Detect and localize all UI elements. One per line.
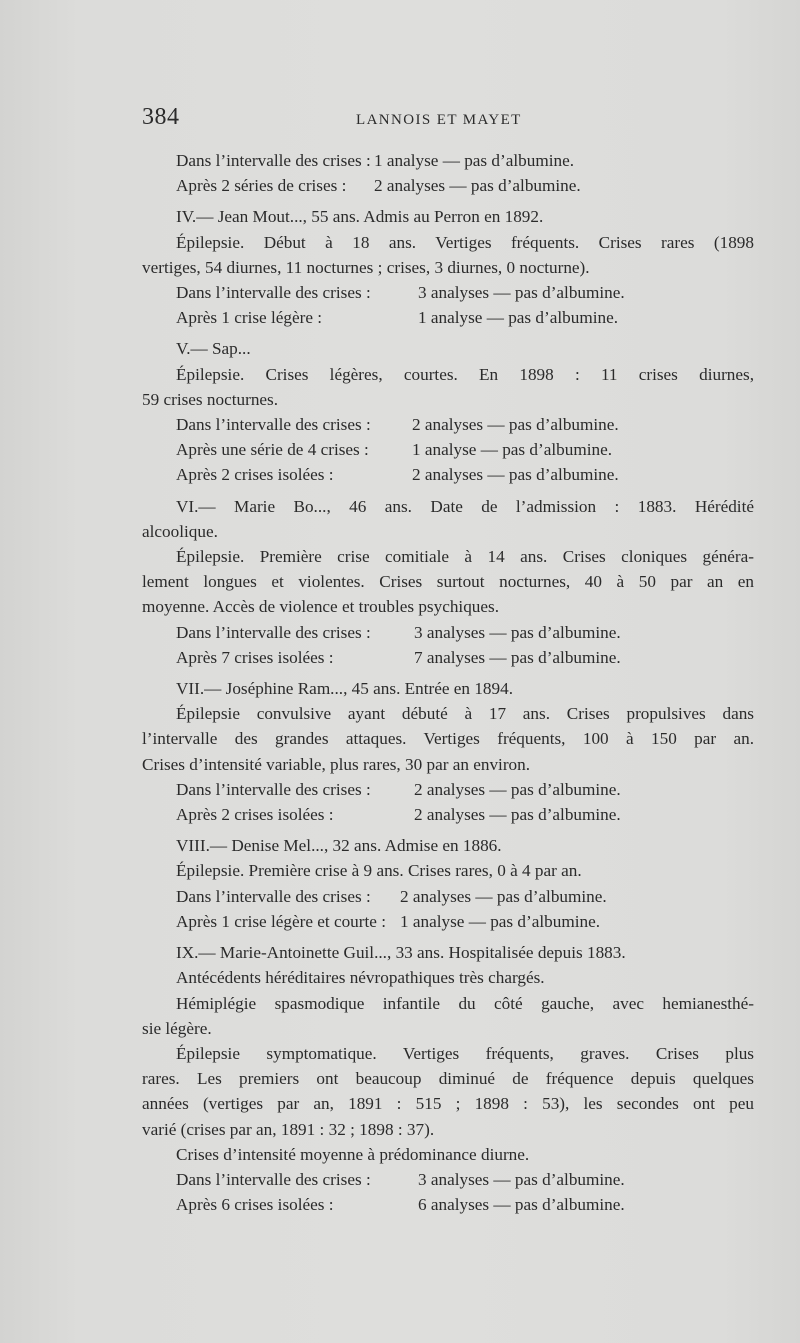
analysis-row: Dans l’intervalle des crises : 2 analyses — pas d’albumine.: [176, 886, 607, 906]
case-text: Épilepsie convulsive ayant débuté à 17 ans. Crises propulsives dans: [176, 704, 754, 724]
case-text: rares. Les premiers ont beaucoup diminué de fréquence depuis quelques: [142, 1069, 754, 1089]
case-title: VI.— Marie Bo..., 46 ans. Date de l’admission : 1883. Hérédité: [176, 496, 754, 516]
analysis-row: Dans l’intervalle des crises : 3 analyses — pas d’albumine.: [176, 1169, 625, 1189]
analysis-row: Après 7 crises isolées : 7 analyses — pas d’albumine.: [176, 647, 621, 667]
case-title: IV.— Jean Mout..., 55 ans. Admis au Perron en 1892.: [176, 207, 544, 227]
analysis-row: Dans l’intervalle des crises : 1 analyse — pas d’albumine.: [176, 151, 574, 170]
case-text: Épilepsie. Crises légères, courtes. En 1898 : 11 crises diurnes,: [176, 364, 754, 384]
case-title: IX.— Marie-Antoinette Guil..., 33 ans. Hospitalisée depuis 1883.: [176, 943, 626, 963]
case-title: VII.— Joséphine Ram..., 45 ans. Entrée en 1894.: [176, 679, 513, 699]
analysis-row: Après 2 crises isolées : 2 analyses — pas d’albumine.: [176, 465, 619, 485]
analysis-row: Après une série de 4 crises : 1 analyse — pas d’albumine.: [176, 440, 612, 460]
case-text: Épilepsie. Première crise comitiale à 14 ans. Crises cloniques généra-: [176, 547, 754, 567]
case-text: varié (crises par an, 1891 : 32 ; 1898 : 37).: [142, 1119, 435, 1139]
case-text: Épilepsie symptomatique. Vertiges fréquents, graves. Crises plus: [176, 1043, 754, 1063]
analysis-row: Dans l’intervalle des crises : 2 analyses — pas d’albumine.: [176, 415, 619, 435]
case-text: Épilepsie. Première crise à 9 ans. Crises rares, 0 à 4 par an.: [176, 861, 582, 881]
page-header: [0, 100, 800, 134]
analysis-row: Après 1 crise légère : 1 analyse — pas d’albumine.: [176, 308, 618, 328]
case-text: Crises d’intensité moyenne à prédominance diurne.: [176, 1144, 530, 1164]
case-text: 59 crises nocturnes.: [142, 389, 279, 409]
analysis-row: Après 1 crise légère et courte : 1 analyse — pas d’albumine.: [176, 911, 600, 931]
case-title: alcoolique.: [142, 521, 218, 541]
case-text: moyenne. Accès de violence et troubles psychiques.: [142, 597, 500, 617]
running-title: LANNOIS ET MAYET: [356, 112, 522, 128]
case-text: sie légère.: [142, 1018, 212, 1038]
analysis-row: Dans l’intervalle des crises : 3 analyses — pas d’albumine.: [176, 622, 621, 642]
analysis-row: Après 6 crises isolées : 6 analyses — pas d’albumine.: [176, 1195, 625, 1215]
case-text: Crises d’intensité variable, plus rares, 30 par an environ.: [142, 754, 531, 774]
case-text: l’intervalle des grandes attaques. Vertiges fréquents, 100 à 150 par an.: [142, 729, 754, 749]
case-text: années (vertiges par an, 1891 : 515 ; 1898 : 53), les secondes ont peu: [142, 1094, 754, 1114]
case-text: Épilepsie. Début à 18 ans. Vertiges fréquents. Crises rares (1898: [176, 232, 754, 252]
case-title: V.— Sap...: [176, 339, 251, 359]
page-number: 384: [142, 104, 180, 130]
analysis-row: Dans l’intervalle des crises : 3 analyses — pas d’albumine.: [176, 283, 625, 303]
case-text: vertiges, 54 diurnes, 11 nocturnes ; crises, 3 diurnes, 0 nocturne).: [142, 257, 590, 277]
analysis-row: Après 2 crises isolées : 2 analyses — pas d’albumine.: [176, 805, 621, 825]
page-body: [142, 148, 754, 1217]
case-text: Hémiplégie spasmodique infantile du côté gauche, avec hemianesthé-: [176, 993, 754, 1013]
case-text: lement longues et violentes. Crises surtout nocturnes, 40 à 50 par an en: [142, 572, 754, 592]
case-text: Antécédents héréditaires névropathiques très chargés.: [176, 968, 545, 988]
case-title: VIII.— Denise Mel..., 32 ans. Admise en 1886.: [176, 836, 502, 856]
analysis-row: Après 2 séries de crises : 2 analyses — pas d’albumine.: [176, 176, 581, 196]
analysis-row: Dans l’intervalle des crises : 2 analyses — pas d’albumine.: [176, 779, 621, 799]
